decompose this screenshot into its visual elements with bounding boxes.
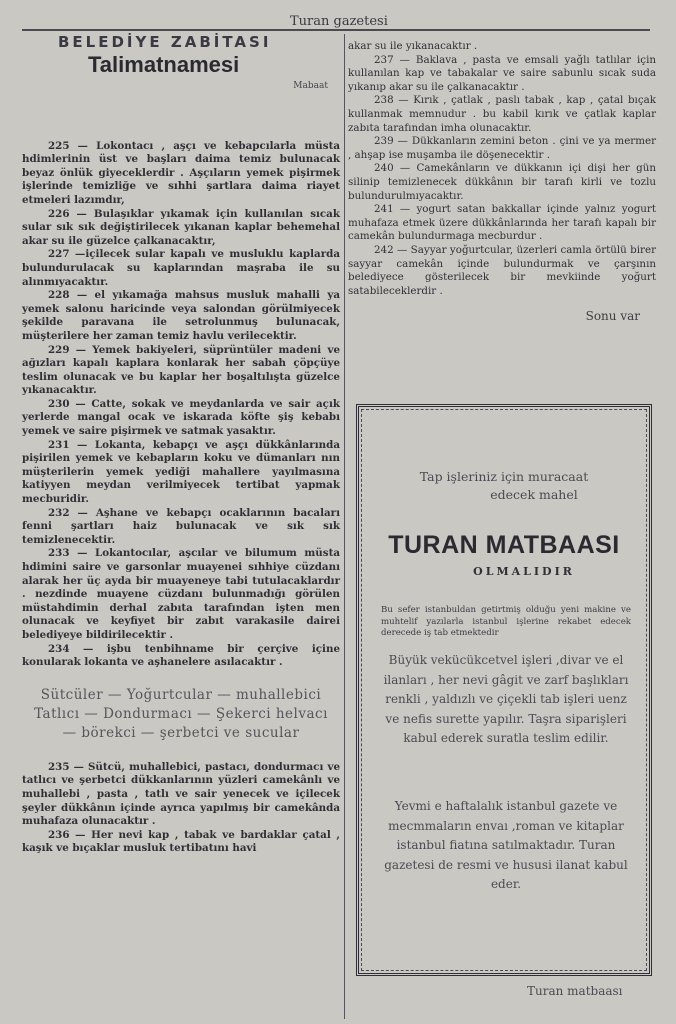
spacer xyxy=(22,94,340,140)
article-kicker: BELEDİYE ZABİTASI xyxy=(58,33,272,51)
article-paragraph: 237 — Baklava , pasta ve emsali yağlı tatlılar için kullanılan kap ve tabakalar ve saire sabunlu sıcak suda yıkanıp akar su ile çalkanacaktır . xyxy=(348,53,656,93)
article-paragraph: 242 — Sayyar yoğurtcular, üzerleri camla örtülü birer sayyar camekân içinde bulundurmak ve çarşının belediyece gösterilecek bir mevkiinde yoğurt satabileceklerdir . xyxy=(348,243,656,297)
article-paragraph: 234 — işbu tenbihname bir çerçive içine konularak lokanta ve aşhanelere asılacaktır . xyxy=(22,642,340,669)
article-byline: Mabaat xyxy=(293,81,328,91)
ad-intro-line: edecek mahel xyxy=(490,487,578,502)
article-paragraph: 230 — Catte, sokak ve meydanlarda ve sair açık yerlerde mangal ocak ve iskarada köfte şiş kebabı yemek ve saire pişirmek ve satmak yasaktır. xyxy=(22,397,340,438)
column-divider xyxy=(344,34,345,1019)
article-paragraph: 235 — Sütcü, muhallebici, pastacı, dondurmacı ve tatlıcı ve şerbetci dükkanlarının yüzleri camekânlı ve muhallebi , pasta , tatlı ve sair yenecek ve içilecek şeyler dükkânın içinde ayrıca yapılmış bir camekânda muhafaza olunacaktır . xyxy=(22,760,340,828)
article-paragraph: 231 — Lokanta, kebapçı ve aşçı dükkânlarında pişirilen yemek ve kebapların koku ve dümanları nın müşterilerin yemek yediği mahallere yayılmasına katiyyen meydan verilmiyecek tertibat yapmak mecburidir. xyxy=(22,438,340,506)
article-title: Talimatnamesi xyxy=(88,52,240,77)
article-paragraph: 227 —içilecek sular kapalı ve musluklu kaplarda bulundurulacak su kaplarından maşraba ile su alınmıyacaktır. xyxy=(22,248,340,288)
ad-brand-tagline: OLMALIDIR xyxy=(473,565,575,578)
article-paragraph: akar su ile yıkanacaktır . xyxy=(348,40,478,52)
ad-intro-line: Tap işleriniz için muracaat xyxy=(419,469,589,484)
article-paragraph: 226 — Bulaşıklar yıkamak için kullanılan sıcak sular sık sık değiştirilecek yıkanan kaplar behemehal akar su ile güzelce çalkanacaktır, xyxy=(22,207,340,247)
article-paragraph: 236 — Her nevi kap , tabak ve bardaklar çatal , kaşık ve bıçaklar musluk tertibatını havi xyxy=(22,828,340,855)
masthead: Turan gazetesi xyxy=(290,14,388,29)
article-paragraph: 228 — el yıkamağa mahsus musluk mahalli ya yemek salonu haricinde veya salondan görülmiyecek şekilde paravana ile setrolunmuş bulunacak, müşterilere her zaman temiz havlu verilecektir. xyxy=(22,289,340,342)
continued-note: Sonu var xyxy=(585,309,640,324)
ad-fine-print: Bu sefer istanbuldan getirtmiş olduğu yeni makine ve muhtelif yazılarla istanbul işlerine rekabet edecek derecede iş tab etmektedir xyxy=(381,605,631,638)
article-paragraph: 232 — Aşhane ve kebapçı ocaklarının bacaları fenni şartları haiz bulunacak ve sık sık temizlenecektir. xyxy=(22,506,340,546)
ad-footer-signature: Turan matbaası xyxy=(527,984,623,998)
right-column xyxy=(348,40,656,324)
article-paragraph: 238 — Kırık , çatlak , paslı tabak , kap , çatal bıçak kullanmak memnudur . bu kabil kırık ve çatlak kaplar zabıta tarafından imha olunacaktır. xyxy=(348,94,656,134)
article-paragraph: 240 — Camekânların ve dükkanın içi dişi her gün silinip temizlenecek dükkânın bir tarafı kirli ve tozlu bulundurulmıyacaktır. xyxy=(348,162,656,202)
ad-sales-text: Yevmi e haftalalık istanbul gazete ve mecmmaların envaı ,roman ve kitaplar istanbul fiatına satılmaktadır. Turan gazetesi de resmi ve hususi ilanat kabul eder. xyxy=(384,799,628,891)
ad-services-text: Büyük vekücükcetvel işleri ,divar ve el ilanları , her nevi gâgit ve zarf başlıkları renkli , yaldızlı ve çiçekli tab işleri uenz ve nefis surette yapılır. Taşra siparişleri kabul ederek suratla teslim edilir. xyxy=(383,653,629,745)
article-paragraph: 229 — Yemek bakiyeleri, süprüntüler madeni ve ağızları kapalı kaplara konlarak her sabah çöpçüye teslim olunacak ve bu kaplar her boşaltılışta güzelce yıkanacaktır. xyxy=(22,343,340,397)
printing-house-advertisement xyxy=(356,404,652,976)
article-paragraph: 241 — yogurt satan bakkallar içinde yalnız yogurt muhafaza etmek üzere dükkânlarında her tarafı kapalı bir camekân bulundurmaga mecburdur . xyxy=(348,203,656,243)
top-rule xyxy=(22,29,650,31)
article-paragraph: 239 — Dükkanların zemini beton . çini ve ya mermer , ahşap ise muşamba ile döşenecektir . xyxy=(348,135,656,161)
section-subhead: Sütcüler — Yoğurtcular — muhallebici Tatlıcı — Dondurmacı — Şekerci helvacı — börekci — şerbetci ve sucular xyxy=(34,686,328,741)
article-paragraph: 225 — Lokontacı , aşçı ve kebapcılarla müsta hdimlerinin üst ve başları daima temiz bulunacak beyaz önlük giyeceklerdir . Aşçıların yemek pişirmek işlerinde temizliğe ve sıhhi şartlara daima riayet etmeleri lazımdır, xyxy=(22,139,340,206)
article-paragraph: 233 — Lokantocılar, aşcılar ve bilumum müsta hdimini saire ve garsonlar muayenei sıhhiye cüzdanı alarak her üç ayda bir muayeneye tabi tutulacaklardır . nezdinde muayene cüzdanı bulunmadığı görülen müstahdimin derhal zabıta tarafından işten men olunacak ve keyfiyet bir zabıt varakasile dairei belediyeye bildirilecektir . xyxy=(22,547,340,641)
ad-brand-name: TURAN MATBAASI xyxy=(388,531,620,559)
left-column xyxy=(22,34,340,856)
